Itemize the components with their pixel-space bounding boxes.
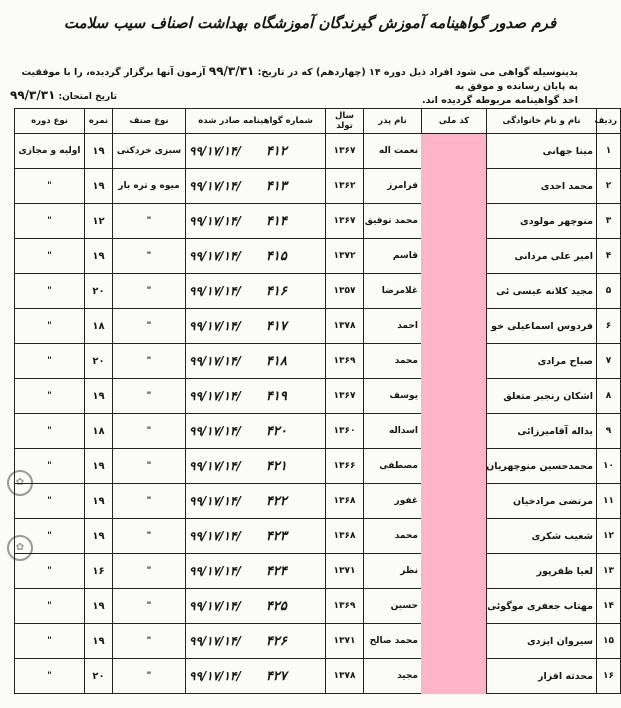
cert-date: ۹۹/۱۷/۱۴/ xyxy=(189,493,241,508)
guild-type: " xyxy=(113,204,186,239)
cert-number-cell xyxy=(186,554,326,589)
course-type: " xyxy=(15,379,85,414)
grade: ۱۹ xyxy=(85,449,113,484)
grade: ۱۲ xyxy=(85,204,113,239)
birth-year: ۱۳۶۷ xyxy=(326,379,364,414)
father-name: مصطفی xyxy=(364,449,422,484)
row-number: ۱۱ xyxy=(597,484,621,519)
grade: ۱۹ xyxy=(85,379,113,414)
header-national-code: کد ملی xyxy=(422,109,487,134)
guild-type: " xyxy=(113,414,186,449)
father-name: غلامرضا xyxy=(364,274,422,309)
cert-number: ۴۱۸ xyxy=(265,353,287,369)
course-type: " xyxy=(15,484,85,519)
header-name: نام و نام خانوادگی xyxy=(487,109,597,134)
father-name: محمد صالح xyxy=(364,624,422,659)
header-course: نوع دوره xyxy=(15,109,85,134)
father-name: نظر xyxy=(364,554,422,589)
row-number: ۷ xyxy=(597,344,621,379)
table-row xyxy=(15,309,621,344)
row-number: ۱۶ xyxy=(597,659,621,694)
cert-number-cell xyxy=(186,624,326,659)
table-row xyxy=(15,414,621,449)
national-code-redacted xyxy=(422,519,487,554)
birth-year: ۱۳۵۷ xyxy=(326,274,364,309)
guild-type: " xyxy=(113,309,186,344)
cert-number-cell xyxy=(186,204,326,239)
cert-number-cell xyxy=(186,239,326,274)
table-row xyxy=(15,274,621,309)
certificates-table xyxy=(14,108,621,694)
national-code-redacted xyxy=(422,484,487,519)
national-code-redacted xyxy=(422,169,487,204)
cert-number: ۴۲۰ xyxy=(265,423,287,439)
header-cert-number: شماره گواهینامه صادر شده xyxy=(186,109,326,134)
cert-number-cell xyxy=(186,134,326,169)
cert-date: ۹۹/۱۷/۱۴/ xyxy=(189,143,241,158)
birth-year: ۱۳۶۷ xyxy=(326,134,364,169)
cert-number: ۴۱۲ xyxy=(265,143,287,159)
grade: ۱۹ xyxy=(85,589,113,624)
row-number: ۱۵ xyxy=(597,624,621,659)
cert-number: ۴۲۲ xyxy=(265,493,287,509)
person-name: مجید کلانه عیسی ئی xyxy=(487,274,597,309)
cert-number-cell xyxy=(186,449,326,484)
grade: ۱۸ xyxy=(85,309,113,344)
course-type: " xyxy=(15,519,85,554)
birth-year: ۱۳۶۶ xyxy=(326,449,364,484)
table-row xyxy=(15,204,621,239)
father-name: مجید xyxy=(364,659,422,694)
person-name: مرتضی مرادخیان xyxy=(487,484,597,519)
person-name: منوچهر مولودی xyxy=(487,204,597,239)
table-row xyxy=(15,239,621,274)
cert-number-cell xyxy=(186,659,326,694)
father-name: محمد توفیق xyxy=(364,204,422,239)
person-name: فردوس اسماعیلی خو xyxy=(487,309,597,344)
row-number: ۲ xyxy=(597,169,621,204)
cert-number-cell xyxy=(186,589,326,624)
cert-number-cell xyxy=(186,484,326,519)
cert-number-cell xyxy=(186,169,326,204)
national-code-redacted xyxy=(422,554,487,589)
intro-date: ۹۹/۳/۳۱ xyxy=(208,64,255,78)
header-row-no: ردیف xyxy=(597,109,621,134)
father-name: احمد xyxy=(364,309,422,344)
cert-date: ۹۹/۱۷/۱۴/ xyxy=(189,248,241,263)
father-name: محمد xyxy=(364,344,422,379)
course-type: " xyxy=(15,414,85,449)
birth-year: ۱۳۷۸ xyxy=(326,309,364,344)
grade: ۲۰ xyxy=(85,344,113,379)
national-code-redacted xyxy=(422,659,487,694)
cert-date: ۹۹/۱۷/۱۴/ xyxy=(189,388,241,403)
father-name: نعمت اله xyxy=(364,134,422,169)
person-name: محمد احدی xyxy=(487,169,597,204)
cert-number-cell xyxy=(186,274,326,309)
national-code-redacted xyxy=(422,274,487,309)
birth-year: ۱۳۶۰ xyxy=(326,414,364,449)
row-number: ۱۴ xyxy=(597,589,621,624)
cert-date: ۹۹/۱۷/۱۴/ xyxy=(189,458,241,473)
course-type: " xyxy=(15,274,85,309)
cert-number-cell xyxy=(186,414,326,449)
guild-type: سبزی خردکنی xyxy=(113,134,186,169)
grade: ۱۹ xyxy=(85,484,113,519)
course-type: " xyxy=(15,659,85,694)
row-number: ۱۲ xyxy=(597,519,621,554)
cert-number: ۴۱۵ xyxy=(265,248,287,264)
cert-date: ۹۹/۱۷/۱۴/ xyxy=(189,178,241,193)
grade: ۲۰ xyxy=(85,274,113,309)
exam-date-value: ۹۹/۳/۳۱ xyxy=(10,88,56,102)
guild-type: " xyxy=(113,484,186,519)
national-code-redacted xyxy=(422,204,487,239)
intro-part3: اخذ گواهینامه مربوطه گردیده اند. xyxy=(421,95,578,106)
birth-year: ۱۳۶۲ xyxy=(326,169,364,204)
father-name: فرامرز xyxy=(364,169,422,204)
guild-type: " xyxy=(113,519,186,554)
cert-date: ۹۹/۱۷/۱۴/ xyxy=(189,353,241,368)
cert-number-cell xyxy=(186,344,326,379)
course-type: اولیه و مجازی xyxy=(15,134,85,169)
row-number: ۶ xyxy=(597,309,621,344)
birth-year: ۱۳۶۸ xyxy=(326,519,364,554)
cert-number-cell xyxy=(186,379,326,414)
exam-date-label: تاریخ امتحان: xyxy=(58,92,117,102)
table-row xyxy=(15,134,621,169)
cert-date: ۹۹/۱۷/۱۴/ xyxy=(189,598,241,613)
cert-number-cell xyxy=(186,519,326,554)
course-type: " xyxy=(15,169,85,204)
cert-number: ۴۲۶ xyxy=(265,633,287,649)
birth-year: ۱۳۷۱ xyxy=(326,554,364,589)
father-name: غفور xyxy=(364,484,422,519)
birth-year: ۱۳۷۱ xyxy=(326,624,364,659)
person-name: محدثه افزار xyxy=(487,659,597,694)
father-name: اسداله xyxy=(364,414,422,449)
table-row xyxy=(15,169,621,204)
guild-type: " xyxy=(113,554,186,589)
national-code-redacted xyxy=(422,344,487,379)
birth-year: ۱۳۶۸ xyxy=(326,484,364,519)
stamp-ring-icon: ✿ xyxy=(7,470,33,496)
cert-number: ۴۱۴ xyxy=(265,213,287,229)
table-row xyxy=(15,589,621,624)
header-guild: نوع صنف xyxy=(113,109,186,134)
cert-number: ۴۲۳ xyxy=(265,528,287,544)
table-header-row xyxy=(15,109,621,134)
table-row xyxy=(15,344,621,379)
cert-date: ۹۹/۱۷/۱۴/ xyxy=(189,563,241,578)
grade: ۱۹ xyxy=(85,624,113,659)
cert-number: ۴۲۵ xyxy=(265,598,287,614)
national-code-redacted xyxy=(422,379,487,414)
row-number: ۹ xyxy=(597,414,621,449)
birth-year: ۱۳۶۹ xyxy=(326,344,364,379)
birth-year: ۱۳۶۹ xyxy=(326,589,364,624)
cert-number: ۴۱۷ xyxy=(265,318,287,334)
person-name: امیر علی مردانی xyxy=(487,239,597,274)
person-name: سیروان ایزدی xyxy=(487,624,597,659)
cert-date: ۹۹/۱۷/۱۴/ xyxy=(189,528,241,543)
cert-date: ۹۹/۱۷/۱۴/ xyxy=(189,318,241,333)
guild-type: میوه و تره بار xyxy=(113,169,186,204)
guild-type: " xyxy=(113,379,186,414)
header-father: نام پدر xyxy=(364,109,422,134)
intro-part1: بدینوسیله گواهی می شود افراد ذیل دوره ۱۴ (چهاردهم) که در تاریخ: xyxy=(257,67,578,78)
national-code-redacted xyxy=(422,134,487,169)
person-name: مینا جهانی xyxy=(487,134,597,169)
guild-type: " xyxy=(113,624,186,659)
stamp-ring-icon: ✿ xyxy=(7,535,33,561)
person-name: صباح مرادی xyxy=(487,344,597,379)
row-number: ۸ xyxy=(597,379,621,414)
person-name: محمدحسین منوچهریان xyxy=(487,449,597,484)
table-row xyxy=(15,484,621,519)
row-number: ۴ xyxy=(597,239,621,274)
person-name: مهتاب جعفری موگوئی xyxy=(487,589,597,624)
cert-number: ۴۲۷ xyxy=(265,668,287,684)
national-code-redacted xyxy=(422,309,487,344)
person-name: یداله آقامیرزائی xyxy=(487,414,597,449)
cert-date: ۹۹/۱۷/۱۴/ xyxy=(189,213,241,228)
course-type: " xyxy=(15,624,85,659)
grade: ۲۰ xyxy=(85,659,113,694)
national-code-redacted xyxy=(422,239,487,274)
father-name: قاسم xyxy=(364,239,422,274)
father-name: یوسف xyxy=(364,379,422,414)
national-code-redacted xyxy=(422,624,487,659)
cert-number: ۴۲۴ xyxy=(265,563,287,579)
header-birth-year: سال تولد xyxy=(326,109,364,134)
cert-date: ۹۹/۱۷/۱۴/ xyxy=(189,423,241,438)
form-title: فرم صدور گواهینامه آموزش گیرندگان آموزشگاه بهداشت اصناف سیب سلامت xyxy=(63,14,557,32)
father-name: محمد xyxy=(364,519,422,554)
national-code-redacted xyxy=(422,589,487,624)
cert-number-cell xyxy=(186,309,326,344)
person-name: لعیا ظفرپور xyxy=(487,554,597,589)
grade: ۱۹ xyxy=(85,134,113,169)
table-row xyxy=(15,624,621,659)
cert-number: ۴۱۹ xyxy=(265,388,287,404)
guild-type: " xyxy=(113,659,186,694)
person-name: اشکان رنجبر متعلق xyxy=(487,379,597,414)
cert-date: ۹۹/۱۷/۱۴/ xyxy=(189,283,241,298)
exam-date xyxy=(10,88,117,102)
national-code-redacted xyxy=(422,449,487,484)
grade: ۱۹ xyxy=(85,169,113,204)
guild-type: " xyxy=(113,589,186,624)
cert-number: ۴۲۱ xyxy=(265,458,287,474)
cert-date: ۹۹/۱۷/۱۴/ xyxy=(189,633,241,648)
grade: ۱۹ xyxy=(85,519,113,554)
guild-type: " xyxy=(113,344,186,379)
birth-year: ۱۳۶۷ xyxy=(326,204,364,239)
grade: ۱۹ xyxy=(85,239,113,274)
birth-year: ۱۳۷۲ xyxy=(326,239,364,274)
table-row xyxy=(15,659,621,694)
course-type: " xyxy=(15,239,85,274)
row-number: ۱۰ xyxy=(597,449,621,484)
header-grade: نمره xyxy=(85,109,113,134)
cert-number: ۴۱۶ xyxy=(265,283,287,299)
guild-type: " xyxy=(113,449,186,484)
course-type: " xyxy=(15,449,85,484)
intro-part2: آزمون آنها برگزار گردیده، را با موفقیت به پایان رسانده و موفق به xyxy=(21,67,578,92)
course-type: " xyxy=(15,204,85,239)
row-number: ۵ xyxy=(597,274,621,309)
grade: ۱۶ xyxy=(85,554,113,589)
course-type: " xyxy=(15,344,85,379)
table-row xyxy=(15,554,621,589)
row-number: ۱۳ xyxy=(597,554,621,589)
table-row xyxy=(15,449,621,484)
table-row xyxy=(15,379,621,414)
row-number: ۳ xyxy=(597,204,621,239)
course-type: " xyxy=(15,589,85,624)
national-code-redacted xyxy=(422,414,487,449)
row-number: ۱ xyxy=(597,134,621,169)
cert-number: ۴۱۳ xyxy=(265,178,287,194)
father-name: حسین xyxy=(364,589,422,624)
course-type: " xyxy=(15,309,85,344)
person-name: شعیب شکری xyxy=(487,519,597,554)
guild-type: " xyxy=(113,274,186,309)
grade: ۱۸ xyxy=(85,414,113,449)
course-type: " xyxy=(15,554,85,589)
cert-date: ۹۹/۱۷/۱۴/ xyxy=(189,668,241,683)
guild-type: " xyxy=(113,239,186,274)
table-row xyxy=(15,519,621,554)
birth-year: ۱۳۷۸ xyxy=(326,659,364,694)
